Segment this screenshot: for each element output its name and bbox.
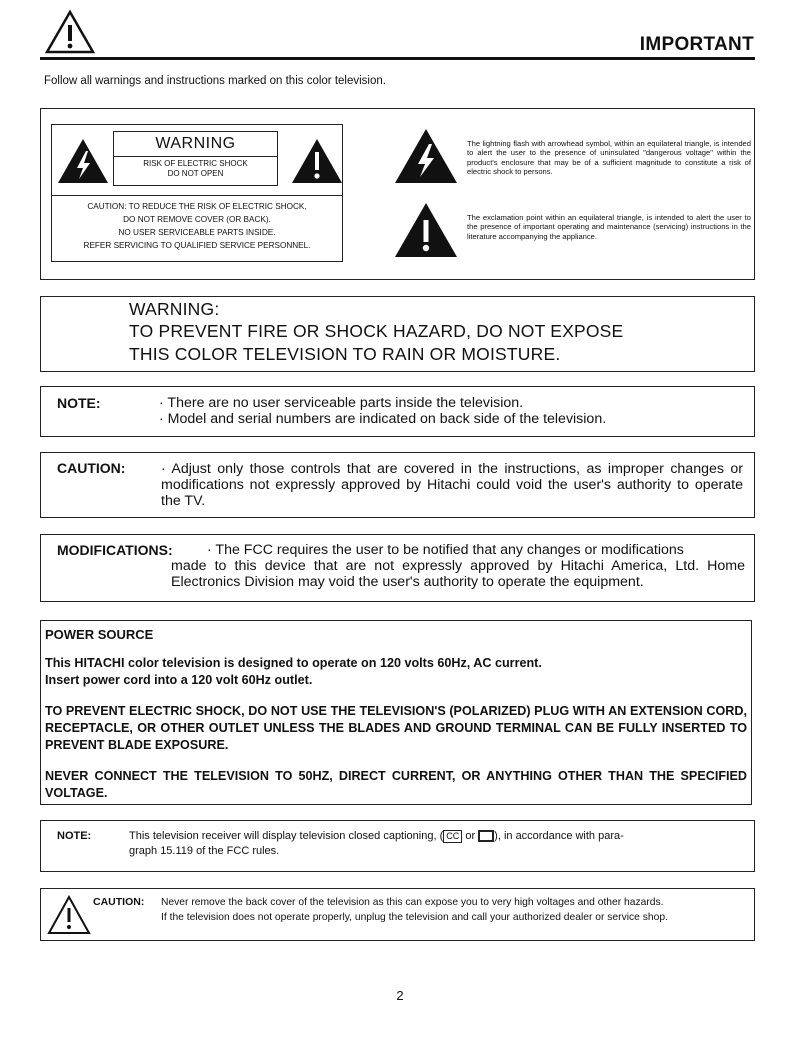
power-source-heading: POWER SOURCE [45,627,154,642]
power-para-1b: Insert power cord into a 120 volt 60Hz outlet. [45,673,313,687]
note-line-1: · There are no user serviceable parts inside the television. [159,395,524,411]
caution-text: · Adjust only those controls that are covered in the instructions, as improper changes or modifications not expressly approved by Hitachi could void the user's authority to operate the TV. [161,461,743,509]
note2-label: NOTE: [57,830,92,842]
note-line-2: · Model and serial numbers are indicated on back side of the television. [159,411,607,427]
warning-label [51,124,343,262]
modifications-text: made to this device that are not expressly approved by Hitachi America, Ltd. Home Electronics Division may void the user's authority to operate the equipment. [171,558,745,590]
caution-label: CAUTION: [57,460,126,476]
power-source-box [40,620,752,805]
modifications-box [40,534,755,602]
caption-box-icon [478,830,494,842]
caution-triangle-icon [44,9,96,55]
page-number: 2 [396,988,404,1003]
cc-icon: CC [443,830,462,843]
note-box [40,386,755,437]
caution-box [40,452,755,518]
note-label: NOTE: [57,395,101,411]
closed-caption-note [40,820,755,872]
caution2-line-2: If the television does not operate properly, unplug the television and call your authorized dealer or service shop. [161,912,668,923]
risk-line-2: DO NOT OPEN [167,169,224,178]
lightning-symbol-description: The lightning flash with arrowhead symbol, within an equilateral triangle, is intended to alert the user to the presence of uninsulated "dangerous voltage" within the product's enclosure that may be of a sufficient magnitude to constitute a risk of electric shock to persons. [467,139,751,177]
caution-triangle-icon [47,895,91,935]
safety-symbols-panel [40,108,755,280]
exclamation-triangle-icon [393,201,459,259]
lightning-triangle-icon [56,137,110,185]
warning-label-title: WARNING [155,135,236,152]
back-cover-caution [40,888,755,941]
modifications-label: MODIFICATIONS: [57,542,173,558]
page-title: IMPORTANT [639,34,754,55]
power-para-2: TO PREVENT ELECTRIC SHOCK, DO NOT USE THE TELEVISION'S (POLARIZED) PLUG WITH AN EXTENSION CORD, RECEPTACLE, OR OTHER OUTLET UNLESS THE BLADES AND GROUND TERMINAL CAN BE FULLY INSERTED TO PREVENT BLADE EXPOSURE. [45,704,747,752]
label-caution-text: CAUTION: TO REDUCE THE RISK OF ELECTRIC SHOCK, DO NOT REMOVE COVER (OR BACK). NO USER SERVICEABLE PARTS INSIDE. REFER SERVICING TO QUALIFIED SERVICE PERSONNEL. [83,202,311,250]
intro-text: Follow all warnings and instructions marked on this color television. [44,75,386,87]
caution2-label: CAUTION: [93,896,145,908]
note2-text: This television receiver will display television closed captioning, ( CC or ), in accordance with para- graph 15.119 of the FCC rules. [129,830,624,857]
header-rule [40,57,755,60]
power-para-1: This HITACHI color television is designed to operate on 120 volts 60Hz, AC current. [45,656,542,670]
modifications-line-1: · The FCC requires the user to be notified that any changes or modifications [207,542,684,558]
exclamation-symbol-description: The exclamation point within an equilateral triangle, is intended to alert the user to the presence of important operating and maintenance (servicing) instructions in the literature accompanying the appliance. [467,213,751,241]
lightning-triangle-icon [393,127,459,185]
fire-shock-warning: WARNING: TO PREVENT FIRE OR SHOCK HAZARD, DO NOT EXPOSE THIS COLOR TELEVISION TO RAIN OR MOISTURE. [40,296,755,372]
exclamation-triangle-icon [290,137,344,185]
warning-label-header [113,131,278,186]
risk-line-1: RISK OF ELECTRIC SHOCK [143,159,248,168]
power-para-3: NEVER CONNECT THE TELEVISION TO 50HZ, DIRECT CURRENT, OR ANYTHING OTHER THAN THE SPECIFIED VOLTAGE. [45,769,747,800]
caution2-line-1: Never remove the back cover of the television as this can expose you to very high voltages and other hazards. [161,897,664,908]
